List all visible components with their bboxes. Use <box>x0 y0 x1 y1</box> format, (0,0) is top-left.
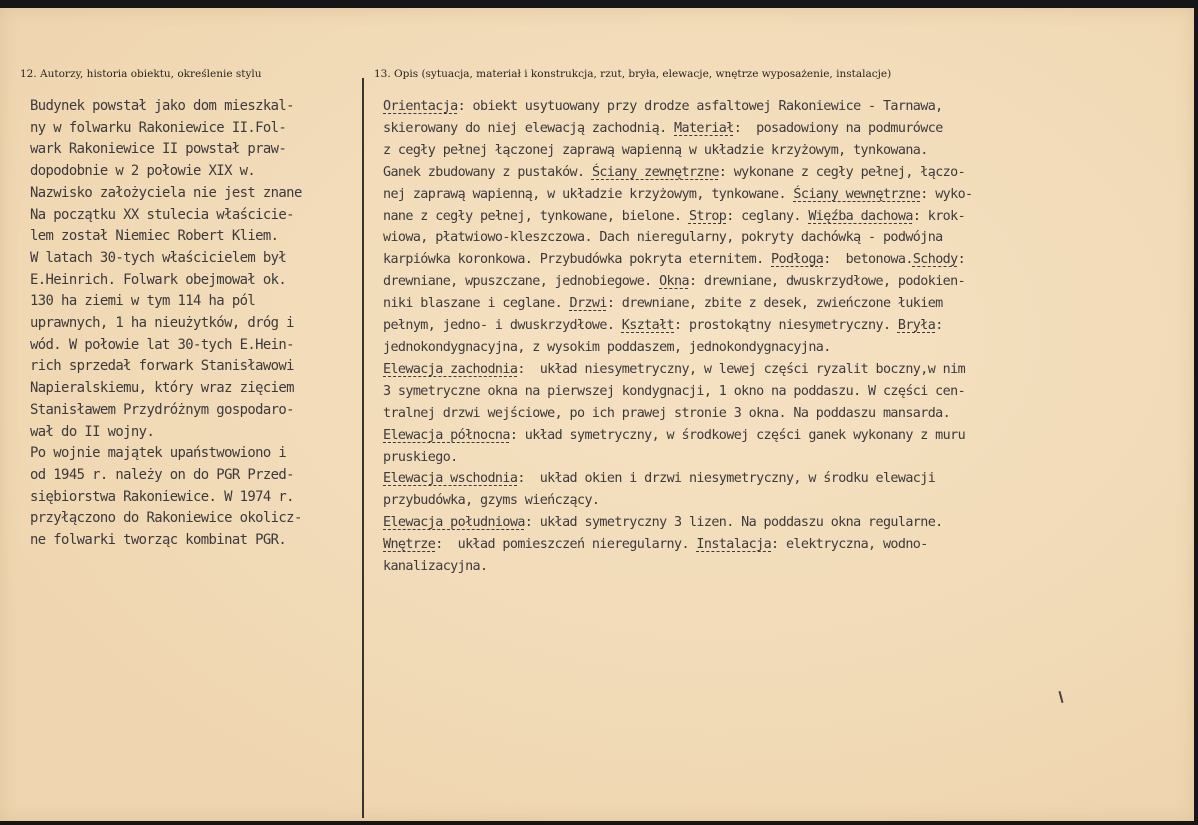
description-line <box>383 468 1183 490</box>
section-13-header: 13. Opis (sytuacja, materiał i konstrukcja, rzut, bryła, elewacje, wnętrze wyposażenie, instalacje) <box>374 68 892 80</box>
history-line: rich sprzedał forwark Stanisławowi <box>30 358 294 375</box>
description-text-segment: pełnym, jedno- i dwuskrzydłowe. <box>383 318 622 334</box>
history-line: lem został Niemiec Robert Kliem. <box>30 228 279 245</box>
section-keyword: Wnętrze <box>383 537 436 553</box>
history-line: Na początku XX stulecia właściciе- <box>30 206 294 223</box>
description-line <box>383 556 1183 578</box>
section-keyword: Elewacja południowa <box>383 515 525 531</box>
history-line: wał do II wojny. <box>30 423 155 440</box>
description-line <box>383 162 1183 184</box>
description-text-segment: karpiówka koronkowa. Przybudówka pokryta eternitem. <box>383 252 772 268</box>
section-keyword: Ściany wewnętrzne <box>793 186 921 202</box>
section-keyword: Orientacja <box>383 99 458 114</box>
description-line <box>383 490 1183 512</box>
section-keyword: Schody <box>912 252 958 268</box>
description-text-segment: skierowany do niej elewacją zachodnią. <box>383 120 675 136</box>
description-line <box>383 293 1183 315</box>
description-text-segment: : drewniane, zbite z desek, zwieńczone łukiem <box>606 296 943 312</box>
description-text-segment: tralnej drzwi wejściowe, po ich prawej stronie 3 okna. Na poddaszu mansarda. <box>383 405 951 421</box>
description-text-segment: Ganek zbudowany z pustaków. <box>383 164 592 180</box>
description-text-segment: : układ symetryczny 3 lizen. Na poddaszu okna regularne. <box>524 515 943 531</box>
description-text-segment: jednokondygnacyjna, z wysokim poddaszem, jednokondygnacyjna. <box>383 339 831 355</box>
description-line <box>383 184 1183 206</box>
description-line <box>383 534 1183 556</box>
description-text-segment: kanalizacyjna. <box>383 559 488 575</box>
section-keyword: Elewacja wschodnia <box>383 471 518 487</box>
description-text-segment: : ceglany. <box>726 208 809 224</box>
description-line <box>383 249 1183 271</box>
description-text-segment: : układ niesymetryczny, w lewej części ryzalit boczny,w nim <box>517 361 966 377</box>
description-text-segment: pruskiego. <box>383 449 458 465</box>
section-keyword: Instalacja <box>696 537 772 553</box>
history-line: Budynek powstał jako dom mieszkal- <box>30 98 294 114</box>
history-line: siębiorstwa Rakoniewice. W 1974 r. <box>30 488 294 505</box>
section-keyword: Materiał <box>674 120 734 136</box>
description-text-segment: wiowa, płatwiowo-kleszczowa. Dach nieregularny, pokryty dachówką - podwójna <box>383 230 943 246</box>
description-line <box>383 118 1183 140</box>
description-text-segment: : układ pomieszczeń nieregularny. <box>435 537 697 553</box>
description-line <box>383 227 1183 249</box>
history-line: wark Rakoniewice II powstał praw- <box>30 141 287 158</box>
history-line: uprawnych, 1 ha nieużytków, dróg i <box>30 315 294 332</box>
history-line: ny w folwarku Rakoniewice II.Fol- <box>30 119 287 136</box>
record-card <box>0 8 1194 821</box>
history-line: E.Heinrich. Folwark obejmował ok. <box>30 271 287 288</box>
history-line: W latach 30-tych właścicielem był <box>30 249 287 266</box>
description-line <box>383 403 1183 425</box>
description-text-segment: : posadowiony na podmurówce <box>733 120 943 136</box>
description-text-segment: nane z cegły pełnej, tynkowane, bielone. <box>383 208 689 224</box>
section-12-header: 12. Autorzy, historia obiektu, określenie stylu <box>20 68 262 80</box>
description-line <box>383 206 1183 228</box>
section-keyword: Kształt <box>621 318 675 334</box>
description-text-segment: z cegły pełnej łączonej zaprawą wapienną w układzie krzyżowym, tynkowana. <box>383 142 928 158</box>
section-keyword: Bryła <box>897 318 936 334</box>
section-keyword: Ściany zewnętrzne <box>591 164 719 180</box>
description-text-segment: drewniane, wpuszczane, jednobiegowe. <box>383 274 660 290</box>
history-line: 130 ha ziemi w tym 114 ha pól <box>30 293 256 310</box>
description-line <box>383 140 1183 162</box>
section-keyword: Strop <box>688 208 727 224</box>
section-keyword: Elewacja północna <box>383 427 510 443</box>
description-text-segment: : <box>935 318 943 334</box>
history-line: przyłączono do Rakoniewice okolicz- <box>30 510 302 527</box>
description-text <box>383 96 1183 578</box>
section-keyword: Okna <box>659 274 689 290</box>
description-line <box>383 96 1183 118</box>
description-line <box>383 315 1183 337</box>
description-line <box>383 512 1183 534</box>
history-line: od 1945 r. należy on do PGR Przed- <box>30 466 294 483</box>
description-text-segment: niki blaszane i ceglane. <box>383 296 570 312</box>
description-text-segment: nej zaprawą wapienną, w układzie krzyżowym, tynkowane. <box>383 186 794 202</box>
description-text-segment: 3 symetryczne okna na pierwszej kondygnacji, 1 okno na poddaszu. W części cen- <box>383 383 966 399</box>
description-text-segment: : wyko- <box>920 186 973 202</box>
description-text-segment: : prostokątny niesymetryczny. <box>674 318 898 334</box>
history-line: Nazwisko założyciela nie jest znane <box>30 184 302 201</box>
history-line: Napieralskiemu, który wraz zięciem <box>30 380 294 397</box>
description-line <box>383 337 1183 359</box>
history-line: wód. W połowie lat 30-tych E.Hein- <box>30 336 294 353</box>
history-text <box>30 96 360 552</box>
description-text-segment: : układ symetryczny, w środkowej części ganek wykonany z muru <box>509 427 966 443</box>
description-text-segment: : betonowa. <box>823 252 913 268</box>
description-line <box>383 447 1183 469</box>
section-keyword: Podłoga <box>771 252 824 268</box>
pen-mark <box>1058 691 1063 703</box>
section-keyword: Elewacja zachodnia <box>383 361 518 377</box>
section-keyword: Więźba dachowa <box>808 208 913 224</box>
column-divider <box>362 78 364 818</box>
description-line <box>383 359 1183 381</box>
section-keyword: Drzwi <box>569 296 607 312</box>
description-text-segment: : wykonane z cegły pełnej, łączo- <box>718 164 966 180</box>
description-text-segment: : układ okien i drzwi niesymetryczny, w środku elewacji <box>517 471 936 487</box>
history-line: ne folwarki tworząc kombinat PGR. <box>30 532 287 549</box>
description-text-segment: przybudówka, gzyms wieńczący. <box>383 493 600 509</box>
description-line <box>383 381 1183 403</box>
history-line: Stanisławem Przydróżnym gospodaro- <box>30 401 294 418</box>
description-text-segment: : elektryczna, wodno- <box>771 537 928 553</box>
history-line: dopodobnie w 2 połowie XIX w. <box>30 163 256 180</box>
description-line <box>383 271 1183 293</box>
history-line: Po wojnie majątek upaństwowiono i <box>30 445 287 462</box>
description-line <box>383 425 1183 447</box>
description-text-segment: : krok- <box>912 208 966 224</box>
description-text-segment: : obiekt usytuowany przy drodze asfaltowej Rakoniewice - Tarnawa, <box>457 99 943 114</box>
description-text-segment: : drewniane, dwuskrzydłowe, podokien- <box>688 274 966 290</box>
description-text-segment: : <box>957 252 966 268</box>
